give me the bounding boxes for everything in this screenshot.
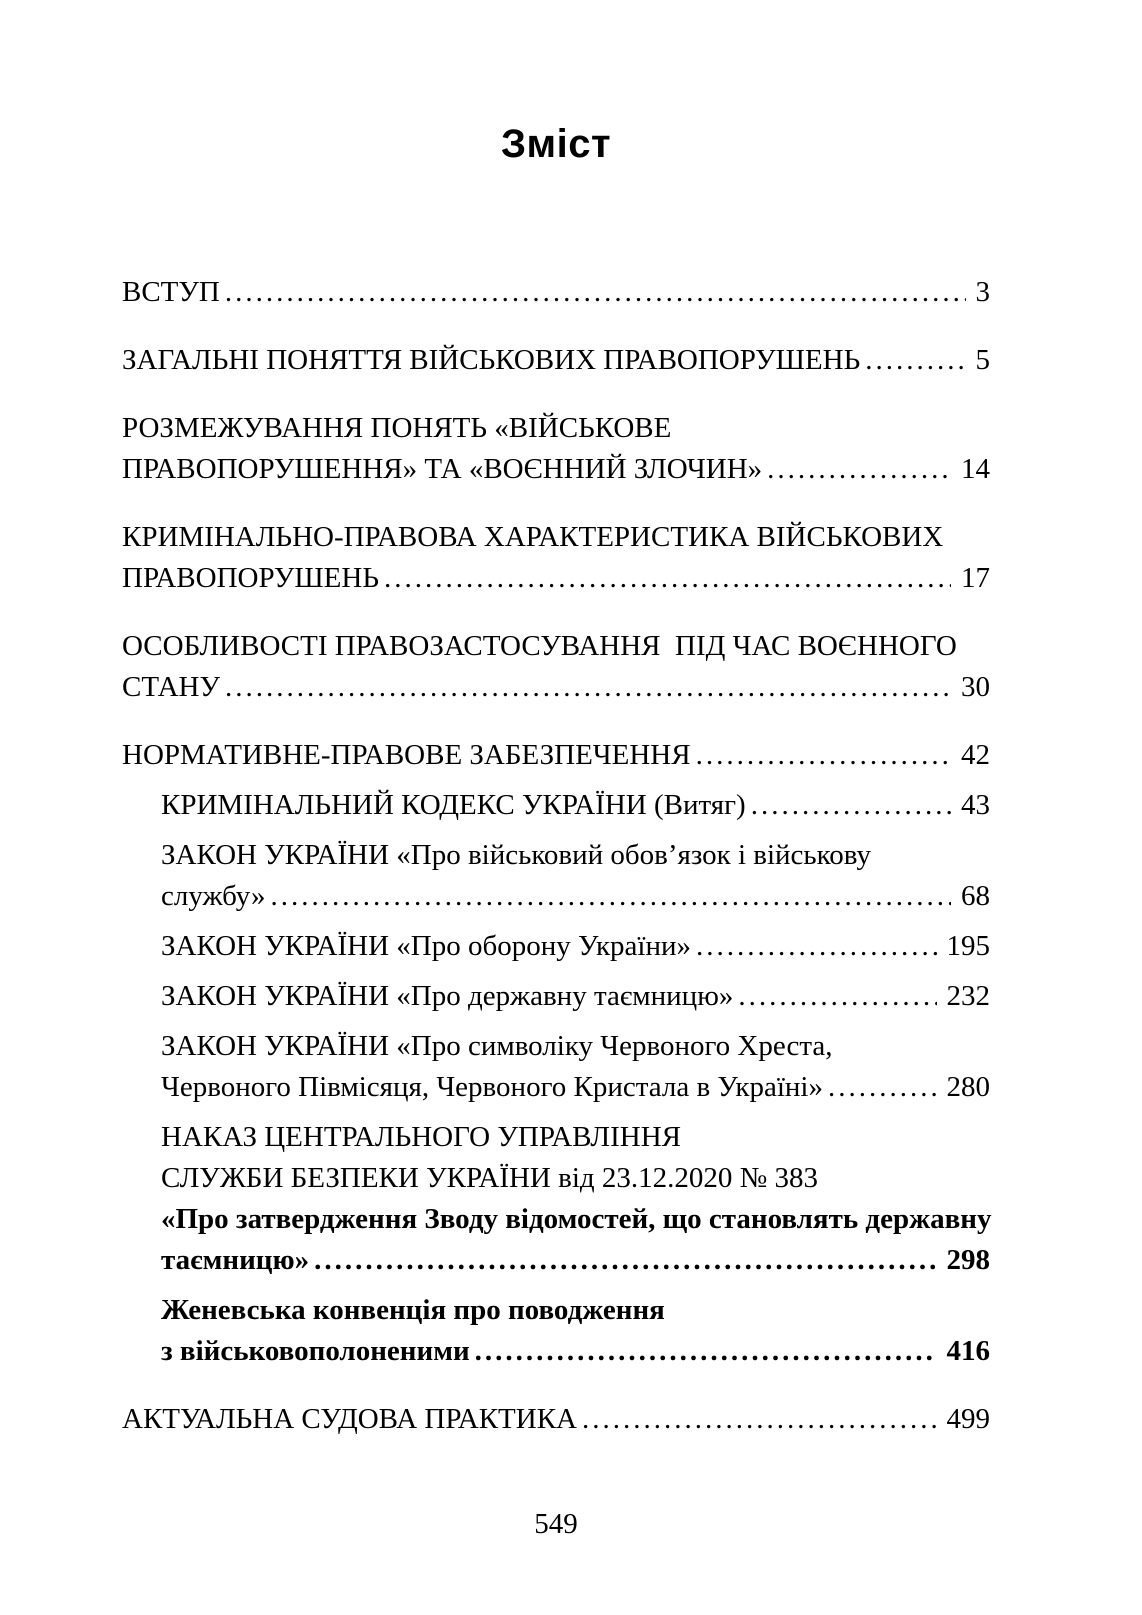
toc-line [122,558,990,599]
toc-line [161,976,990,1017]
toc-entry-text: ЗАКОН УКРАЇНИ «Про військовий обов’язок і військову [161,839,871,871]
toc-line [122,517,990,558]
toc-entry [122,976,990,1017]
toc-entry [122,626,990,708]
toc-line [161,1290,990,1331]
toc-entry-text: ПРАВОПОРУШЕНЬ [122,562,379,594]
toc-entry-text: НОРМАТИВНЕ-ПРАВОВЕ ЗАБЕЗПЕЧЕННЯ [122,739,691,771]
toc-entry-text: НАКАЗ ЦЕНТРАЛЬНОГО УПРАВЛІННЯ [161,1121,681,1153]
toc-line [161,1067,990,1108]
toc-entry-text: таємницю» [161,1244,310,1276]
toc-line [161,835,990,876]
toc-entry-text: службу» [161,880,266,912]
toc-line [161,1117,990,1158]
toc-line [161,1240,990,1281]
dot-leader [828,1067,937,1108]
toc-page-number: 3 [975,276,990,308]
toc-page-number: 5 [975,344,990,376]
toc-entry [122,517,990,599]
toc-entry-text: ЗАКОН УКРАЇНИ «Про символіку Червоного Хреста, [161,1030,833,1062]
toc-entry-text: ПРАВОПОРУШЕННЯ» ТА «ВОЄННИЙ ЗЛОЧИН» [122,453,763,485]
toc-entry [122,735,990,776]
toc-entry [122,1026,990,1108]
dot-leader [767,449,951,490]
toc-line [122,272,990,313]
dot-leader [314,1240,936,1281]
toc-line [122,1399,990,1440]
dot-leader [696,735,951,776]
toc-entry-text: КРИМІНАЛЬНО-ПРАВОВА ХАРАКТЕРИСТИКА ВІЙСЬКОВИХ [122,521,944,553]
toc-entry-text: ЗАКОН УКРАЇНИ «Про оборону України» [161,930,692,962]
toc-entry-text: СЛУЖБИ БЕЗПЕКИ УКРАЇНИ від 23.12.2020 № 383 [161,1162,819,1194]
toc-page-number: 298 [946,1244,990,1276]
toc-entry-text: ЗАКОН УКРАЇНИ «Про державну таємницю» [161,980,734,1012]
toc-entry [122,1399,990,1440]
toc-line [122,667,990,708]
toc-page-number: 30 [961,671,990,703]
toc-list [122,272,990,1440]
toc-entry [122,340,990,381]
toc-line [161,926,990,967]
dot-leader [751,785,951,826]
dot-leader [271,876,952,917]
toc-page-number: 232 [946,980,990,1012]
toc-page-number: 14 [961,453,990,485]
toc-page-number: 195 [946,930,990,962]
dot-leader [738,976,936,1017]
toc-entry-text: АКТУАЛЬНА СУДОВА ПРАКТИКА [122,1403,577,1435]
dot-leader [225,272,966,313]
toc-page-number: 17 [961,562,990,594]
toc-entry [122,408,990,490]
toc-entry-text: Червоного Півмісяця, Червоного Кристала в Україні» [161,1071,823,1103]
toc-line [161,1026,990,1067]
toc-entry [122,785,990,826]
toc-line [122,408,990,449]
toc-entry-text: з військовополоненими [161,1335,470,1367]
toc-page-number: 416 [946,1335,990,1367]
toc-page-number: 280 [946,1071,990,1103]
dot-leader [225,667,951,708]
dot-leader [475,1331,937,1372]
page-title: Зміст [500,122,612,166]
dot-leader [582,1399,937,1440]
toc-entry [122,1117,990,1281]
toc-entry-text: Женевська конвенція про поводження [161,1294,665,1326]
toc-line [122,735,990,776]
toc-entry-text: ЗАГАЛЬНІ ПОНЯТТЯ ВІЙСЬКОВИХ ПРАВОПОРУШЕНЬ [122,344,861,376]
toc-entry-text: ОСОБЛИВОСТІ ПРАВОЗАСТОСУВАННЯ ПІД ЧАС ВОЄННОГО [122,630,957,662]
dot-leader [384,558,951,599]
toc-entry-text: КРИМІНАЛЬНИЙ КОДЕКС УКРАЇНИ (Витяг) [161,789,746,821]
dot-leader [865,340,965,381]
toc-entry-text: СТАНУ [122,671,221,703]
toc-line [161,785,990,826]
toc-line [161,1331,990,1372]
toc-line [161,876,990,917]
toc-entry [122,926,990,967]
toc-page-number: 68 [961,880,990,912]
footer-page-number: 549 [534,1508,578,1540]
toc-line [122,626,990,667]
toc-entry-text: «Про затвердження Зводу відомостей, що становлять державну [161,1203,992,1235]
toc-line [122,340,990,381]
toc-page-number: 499 [946,1403,990,1435]
toc-entry [122,272,990,313]
toc-entry [122,835,990,917]
toc-entry-text: РОЗМЕЖУВАННЯ ПОНЯТЬ «ВІЙСЬКОВЕ [122,412,672,444]
dot-leader [696,926,936,967]
toc-page-number: 43 [961,789,990,821]
toc-entry-text: ВСТУП [122,276,220,308]
toc-page-number: 42 [961,739,990,771]
toc-line [161,1199,990,1240]
toc-entry [122,1290,990,1372]
toc-line [161,1158,990,1199]
toc-line [122,449,990,490]
